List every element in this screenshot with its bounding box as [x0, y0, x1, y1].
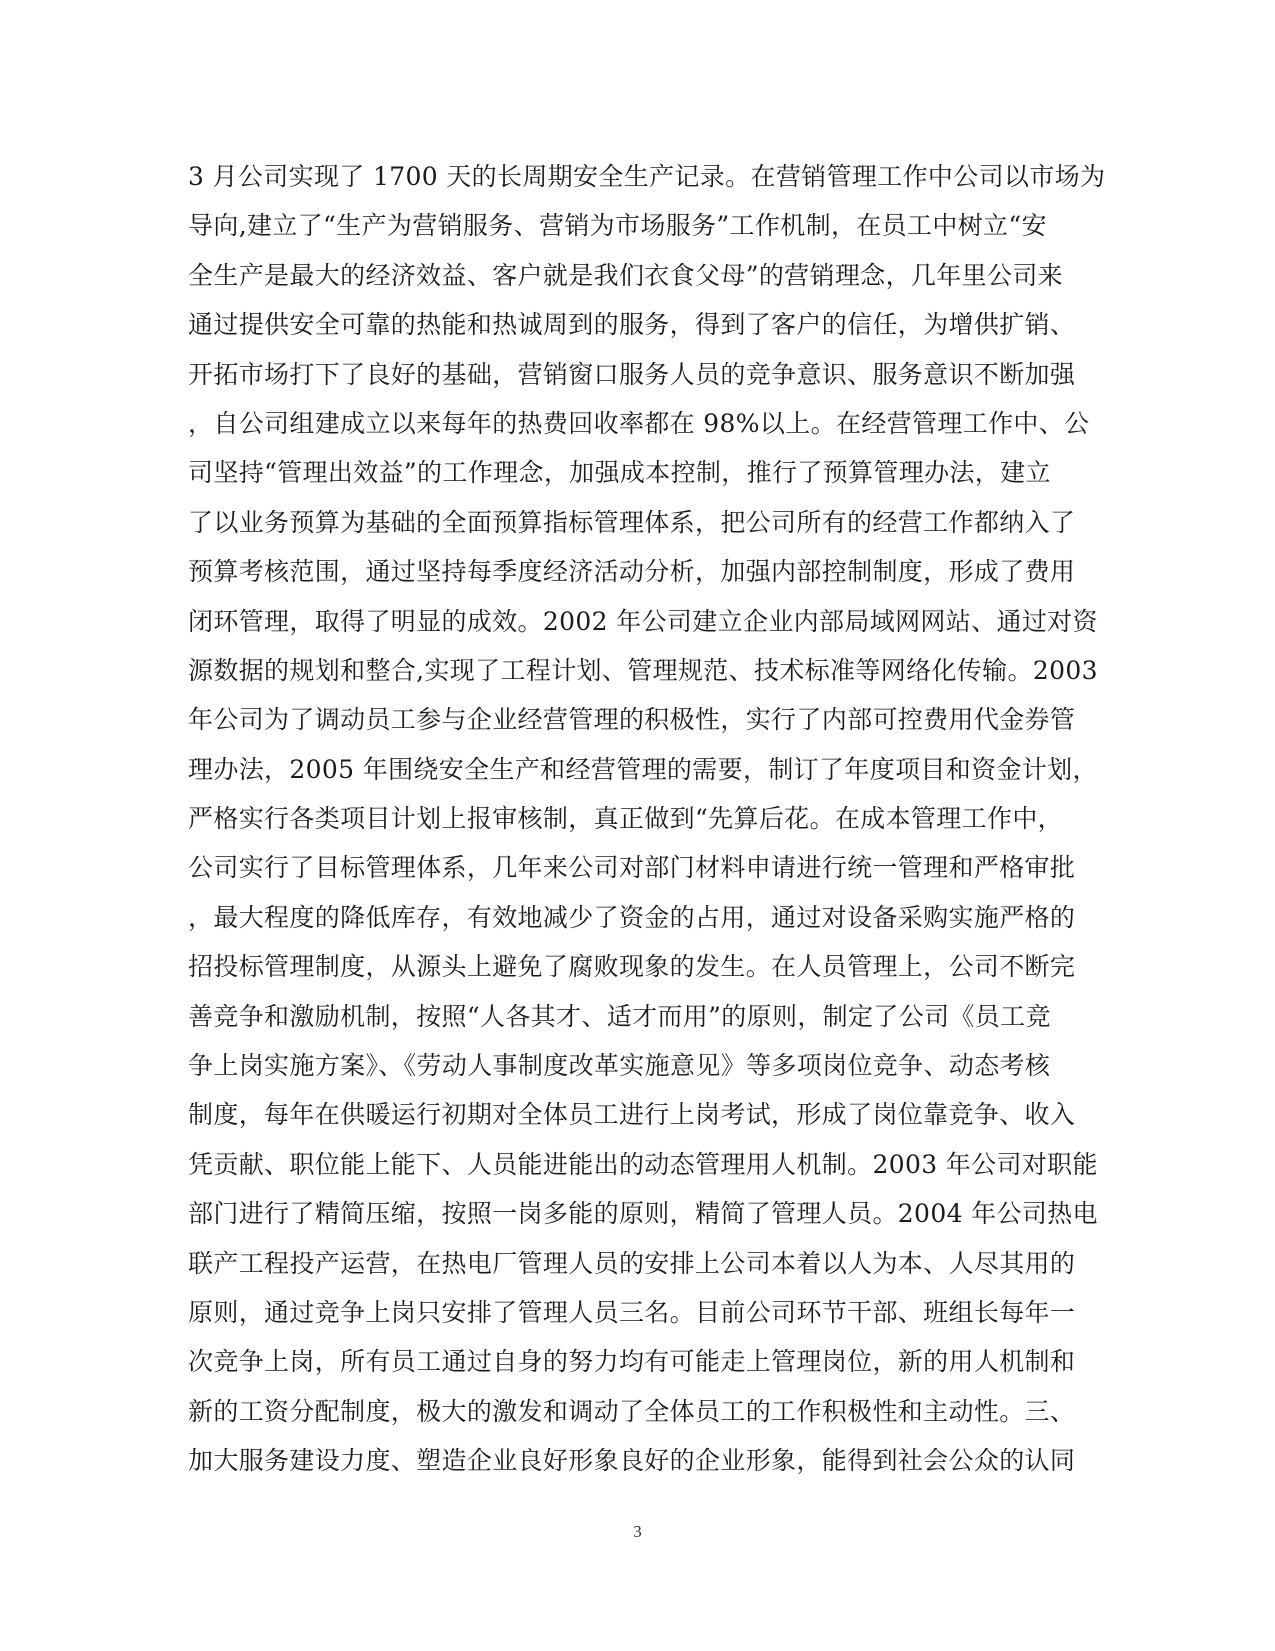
text-line: 司坚持“管理出效益”的工作理念，加强成本控制，推行了预算管理办法，建立 — [188, 458, 1051, 488]
text-line: 严格实行各类项目计划上报审核制，真正做到“先算后花。在成本管理工作中， — [188, 804, 1064, 834]
text-line: 导向,建立了“生产为营销服务、营销为市场服务”工作机制，在员工中树立“安 — [188, 211, 1047, 241]
text-line: 源数据的规划和整合,实现了工程计划、管理规范、技术标准等网络化传输。2003 — [188, 655, 1098, 685]
text-line: 闭环管理，取得了明显的成效。2002 年公司建立企业内部局域网网站、通过对资 — [188, 606, 1098, 636]
text-line: 凭贡献、职位能上能下、人员能进能出的动态管理用人机制。2003 年公司对职能 — [188, 1149, 1098, 1179]
text-line: ，最大程度的降低库存，有效地减少了资金的占用，通过对设备采购实施严格的 — [188, 902, 1076, 932]
text-line: 理办法，2005 年围绕安全生产和经营管理的需要，制订了年度项目和资金计划， — [188, 754, 1098, 784]
text-line: 部门进行了精简压缩，按照一岗多能的原则，精简了管理人员。2004 年公司热电 — [188, 1199, 1098, 1229]
text-line: 善竞争和激励机制，按照“人各其才、适才而用”的原则，制定了公司《员工竞 — [188, 1001, 1051, 1031]
text-line: 通过提供安全可靠的热能和热诚周到的服务，得到了客户的信任，为增供扩销、 — [188, 310, 1076, 340]
text-line: 了以业务预算为基础的全面预算指标管理体系，把公司所有的经营工作都纳入了 — [188, 507, 1076, 537]
text-line: 预算考核范围，通过坚持每季度经济活动分析，加强内部控制制度，形成了费用 — [188, 557, 1076, 587]
text-line: 次竞争上岗，所有员工通过自身的努力均有可能走上管理岗位，新的用人机制和 — [188, 1347, 1076, 1377]
text-line: 联产工程投产运营，在热电厂管理人员的安排上公司本着以人为本、人尽其用的 — [188, 1248, 1076, 1278]
text-line: 新的工资分配制度，极大的激发和调动了全体员工的工作积极性和主动性。三、 — [188, 1396, 1076, 1426]
body-text — [188, 152, 1106, 1486]
text-line: 3 月公司实现了 1700 天的长周期安全生产记录。在营销管理工作中公司以市场为 — [188, 162, 1106, 191]
text-line: 年公司为了调动员工参与企业经营管理的积极性，实行了内部可控费用代金券管 — [188, 705, 1076, 735]
text-line: 加大服务建设力度、塑造企业良好形象良好的企业形象，能得到社会公众的认同 — [188, 1446, 1076, 1476]
text-line: 全生产是最大的经济效益、客户就是我们衣食父母”的营销理念，几年里公司来 — [188, 260, 1064, 290]
text-line: 原则，通过竞争上岗只安排了管理人员三名。目前公司环节干部、班组长每年一 — [188, 1297, 1076, 1327]
text-line: 公司实行了目标管理体系，几年来公司对部门材料申请进行统一管理和严格审批 — [188, 853, 1076, 883]
text-line: 争上岗实施方案》、《劳动人事制度改革实施意见》等多项岗位竞争、动态考核 — [188, 1051, 1051, 1081]
text-line: 开拓市场打下了良好的基础，营销窗口服务人员的竞争意识、服务意识不断加强 — [188, 359, 1076, 389]
page-number: 3 — [633, 1522, 642, 1541]
text-line: ，自公司组建成立以来每年的热费回收率都在 98%以上。在经营管理工作中、公 — [188, 408, 1090, 438]
text-line: 制度，每年在供暖运行初期对全体员工进行上岗考试，形成了岗位靠竞争、收入 — [188, 1100, 1076, 1130]
text-line: 招投标管理制度，从源头上避免了腐败现象的发生。在人员管理上，公司不断完 — [188, 952, 1076, 982]
